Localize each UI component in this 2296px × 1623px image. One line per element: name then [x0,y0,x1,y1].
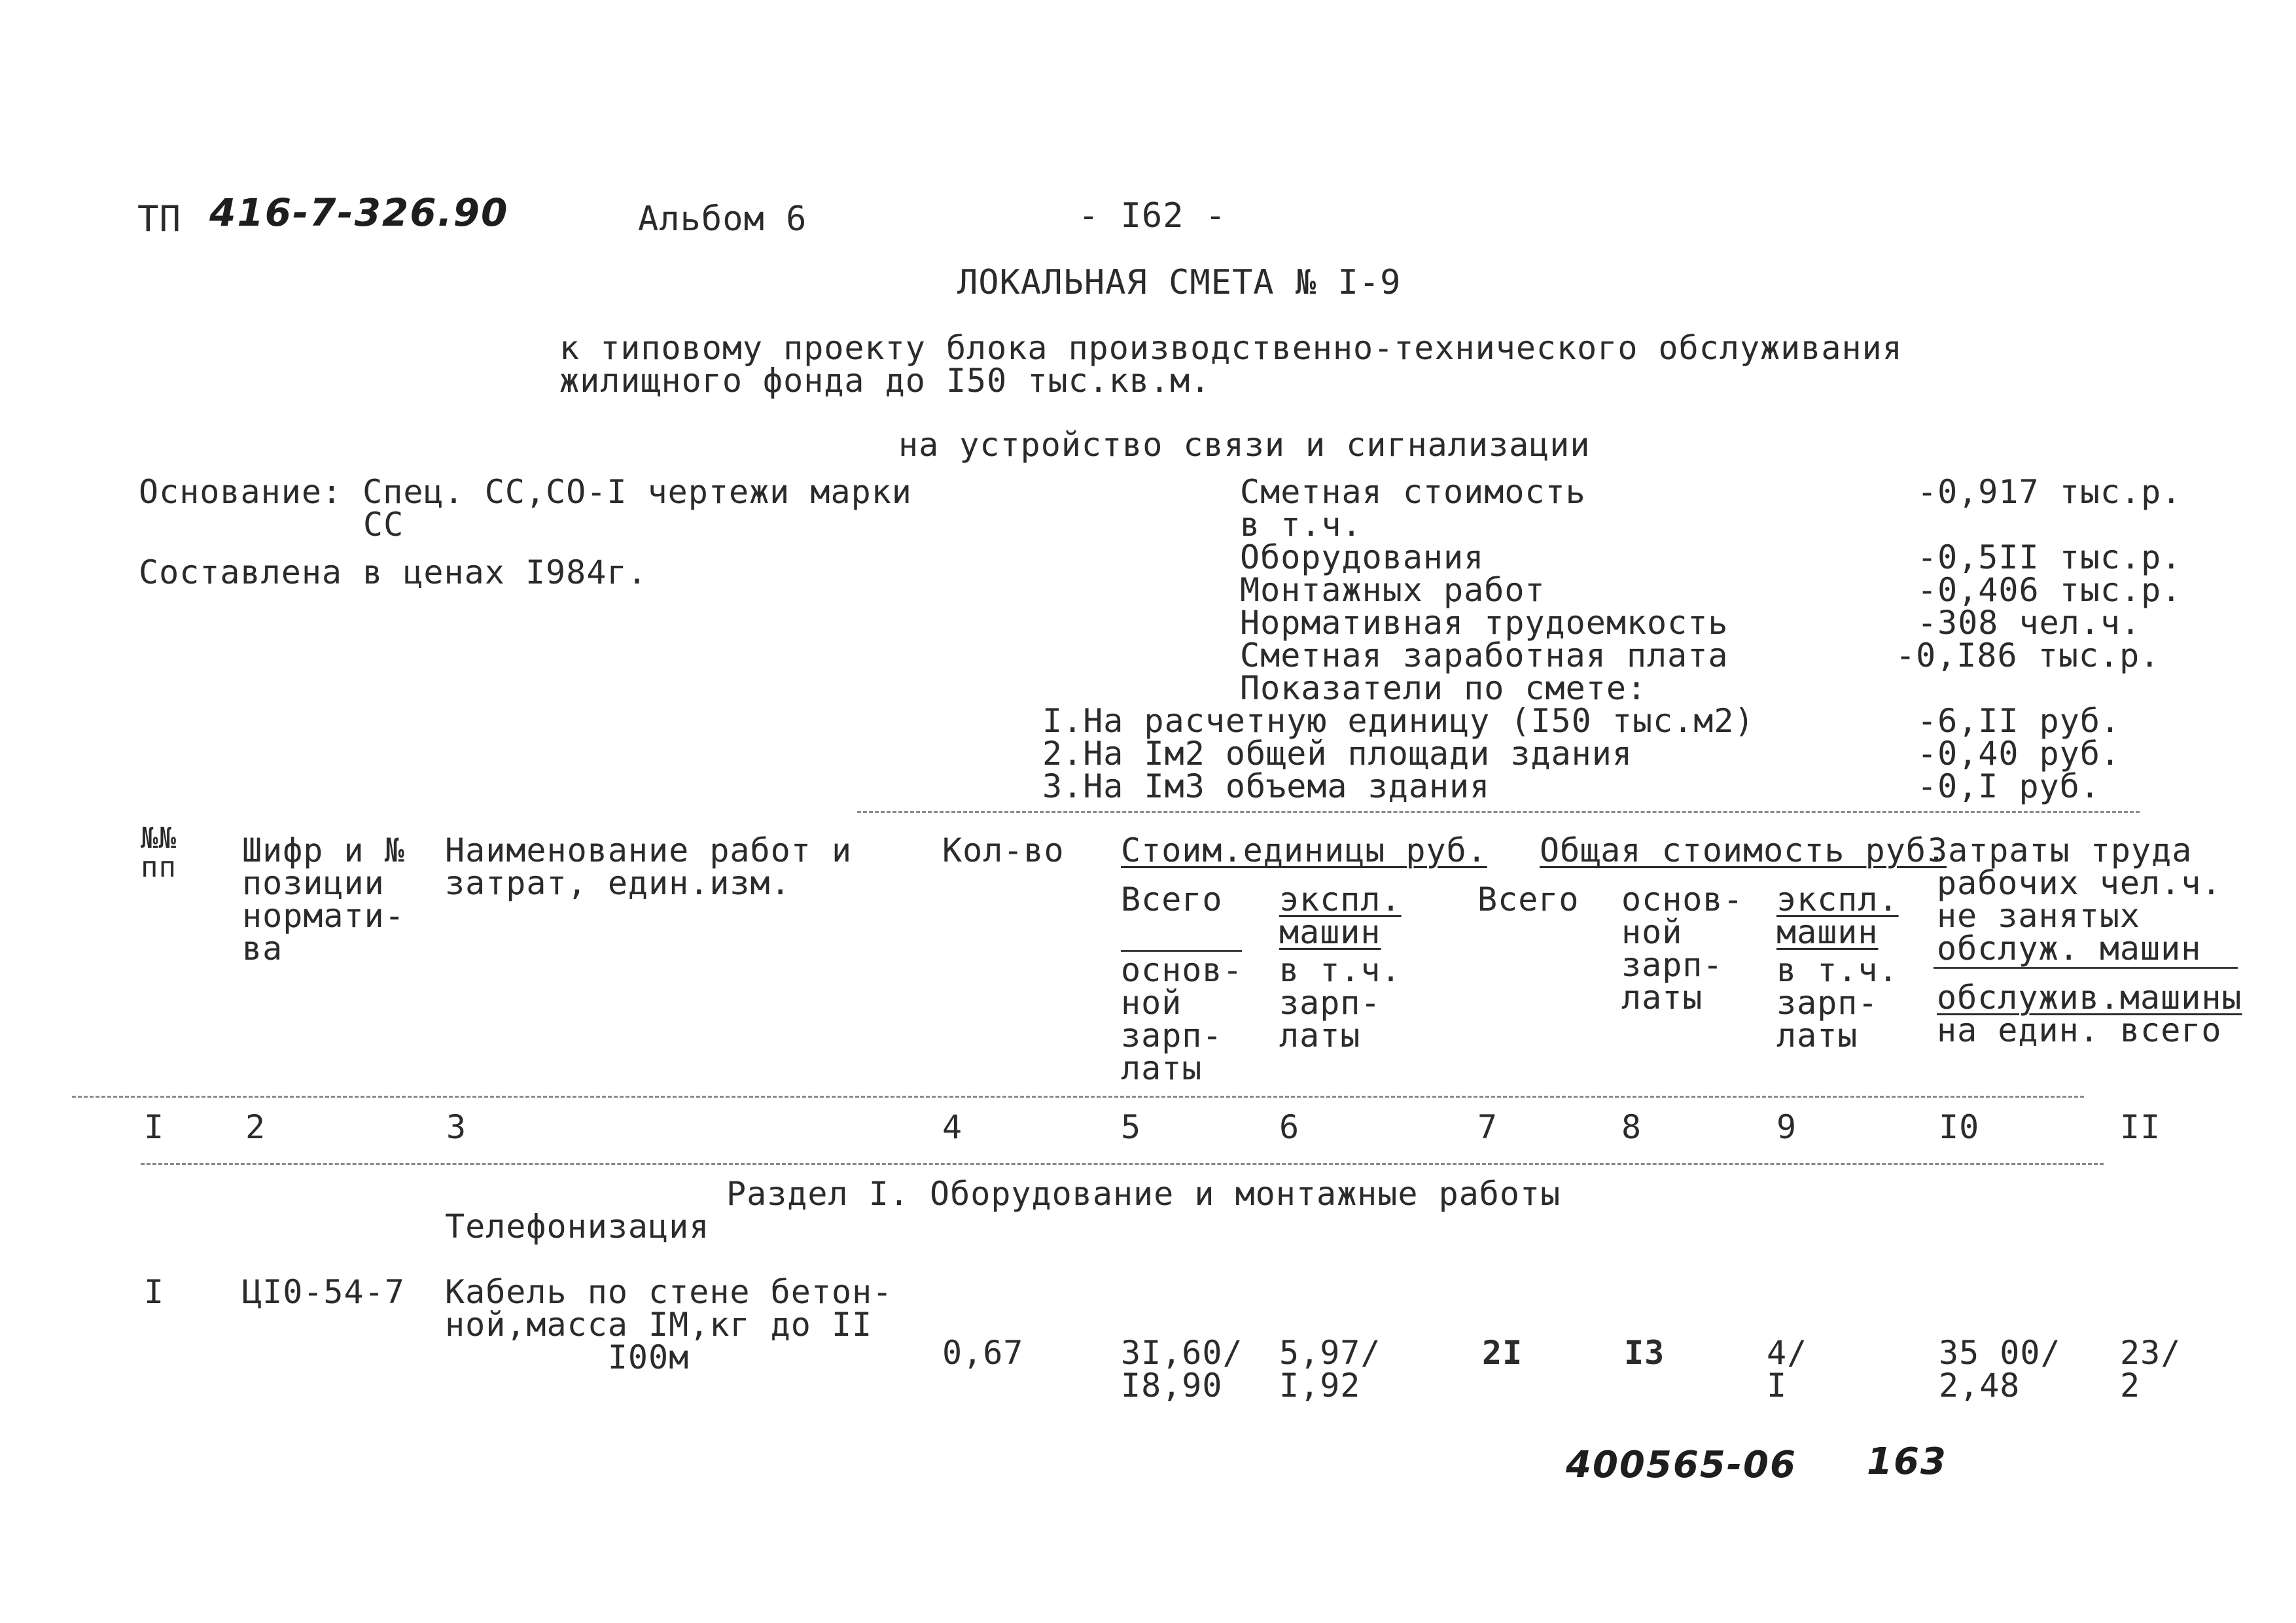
column-number: I [144,1108,165,1146]
row-labor-unit: 35 00/ 2,48 [1939,1334,2061,1405]
header-col8: основ- ной зарп- латы [1621,881,1744,1017]
column-number: 9 [1776,1108,1797,1146]
basis-line-1: Основание: Спец. СС,СО-I чертежи марки [139,473,912,511]
summary-label: Оборудования [1240,538,1485,576]
row-number: I [144,1273,165,1311]
column-number: 4 [942,1108,963,1146]
summary-value: -0,406 тыс.р. [1917,571,2182,609]
summary-label: Монтажных работ [1240,571,1545,609]
indicator-value: -6,II руб. [1917,702,2121,740]
header-col6-top: экспл. машин [1279,881,1402,951]
indicator-label: I.На расчетную единицу (I50 тыс.м2) [1042,702,1755,740]
column-number: 7 [1477,1108,1498,1146]
column-number: 2 [245,1108,266,1146]
header-col5-bottom: основ- ной зарп- латы [1121,951,1243,1087]
summary-value: -0,5II тыс.р. [1917,538,2182,576]
column-number: I0 [1939,1108,1980,1146]
row-total-machines: 4/ I [1767,1334,1808,1405]
row-total: 2I [1482,1334,1523,1372]
row-quantity: 0,67 [942,1334,1024,1372]
header-labor-sub2: обслуж. машин [1937,930,2202,968]
section-subtitle: Телефонизация [445,1208,710,1246]
indicator-label: 2.На Iм2 общей площади здания [1042,735,1633,773]
header-labor-sub3: обслужив.машины [1937,979,2242,1017]
header-unit-cost: Стоим.единицы руб. [1121,831,1487,869]
header-col9-top: экспл. машин [1776,881,1899,951]
header-bottom-rule [72,1096,2084,1098]
column-number: 5 [1121,1108,1142,1146]
header-labor-per-unit: на един. [1937,1011,2100,1049]
summary-value: -0,I86 тыс.р. [1896,637,2161,674]
header-total-cost: Общая стоимость руб. [1540,831,1947,869]
indicator-label: 3.На Iм3 объема здания [1042,767,1491,805]
section-title: Раздел I. Оборудование и монтажные работы [726,1175,1561,1213]
title-line-1: к типовому проекту блока производственно-технического обслуживания [559,329,1903,367]
footer-page-number: 163 [1867,1440,1947,1483]
tp-label: ТП [137,198,182,239]
header-col6-bottom: в т.ч. зарп- латы [1279,951,1402,1055]
summary-value: -308 чел.ч. [1917,604,2142,642]
table-top-rule [857,811,2140,813]
row-unit-machines: 5,97/ I,92 [1279,1334,1381,1405]
header-labor-total: всего [2120,1011,2222,1049]
indicator-value: -0,I руб. [1917,767,2100,805]
header-col-num: №№ пп [141,822,177,884]
summary-value: -0,917 тыс.р. [1917,473,2182,511]
header-labor: Затраты труда [1928,831,2193,869]
header-col9-bottom: в т.ч. зарп- латы [1776,951,1899,1055]
column-numbers-rule [141,1163,2104,1165]
summary-label: Показатели по смете: [1240,669,1648,707]
header-col-code: Шифр и № позиции нормати- ва [242,831,405,968]
row-unit-total: 3I,60/ I8,90 [1121,1334,1243,1405]
indicator-value: -0,40 руб. [1917,735,2121,773]
footer-document-code: 400565-06 [1566,1444,1797,1486]
album-label: Альбом 6 [638,200,807,239]
title-line-3: на устройство связи и сигнализации [898,426,1591,464]
header-col5-top: Всего [1121,881,1223,918]
header-col-name: Наименование работ и затрат, един.изм. [445,831,853,902]
tp-number: 416-7-326.90 [209,190,509,235]
summary-label: Сметная стоимость [1240,473,1586,511]
title-line-2: жилищного фонда до I50 тыс.кв.м. [559,362,1211,400]
column-number: 6 [1279,1108,1300,1146]
row-code: ЦI0-54-7 [242,1273,405,1311]
compiled-prices: Составлена в ценах I984г. [139,553,648,591]
summary-label: в т.ч. [1240,506,1362,544]
document-title: ЛОКАЛЬНАЯ СМЕТА № I-9 [957,263,1402,302]
column-number: 3 [446,1108,467,1146]
header-labor-sub1: рабочих чел.ч. не занятых [1937,864,2222,935]
row-name: Кабель по стене бетон- ной,масса IМ,кг до II I00м [445,1273,893,1376]
summary-label: Нормативная трудоемкость [1240,604,1729,642]
row-total-base: I3 [1624,1334,1665,1372]
page-number: - I62 - [1078,196,1227,236]
column-number: II [2120,1108,2161,1146]
column-number: 8 [1621,1108,1642,1146]
header-labor-rule [1934,967,2238,969]
row-labor-total: 23/ 2 [2120,1334,2181,1405]
header-col7: Всего [1477,881,1580,918]
header-col-qty: Кол-во [942,831,1065,869]
basis-line-2: СС [363,506,404,544]
summary-label: Сметная заработная плата [1240,637,1729,674]
